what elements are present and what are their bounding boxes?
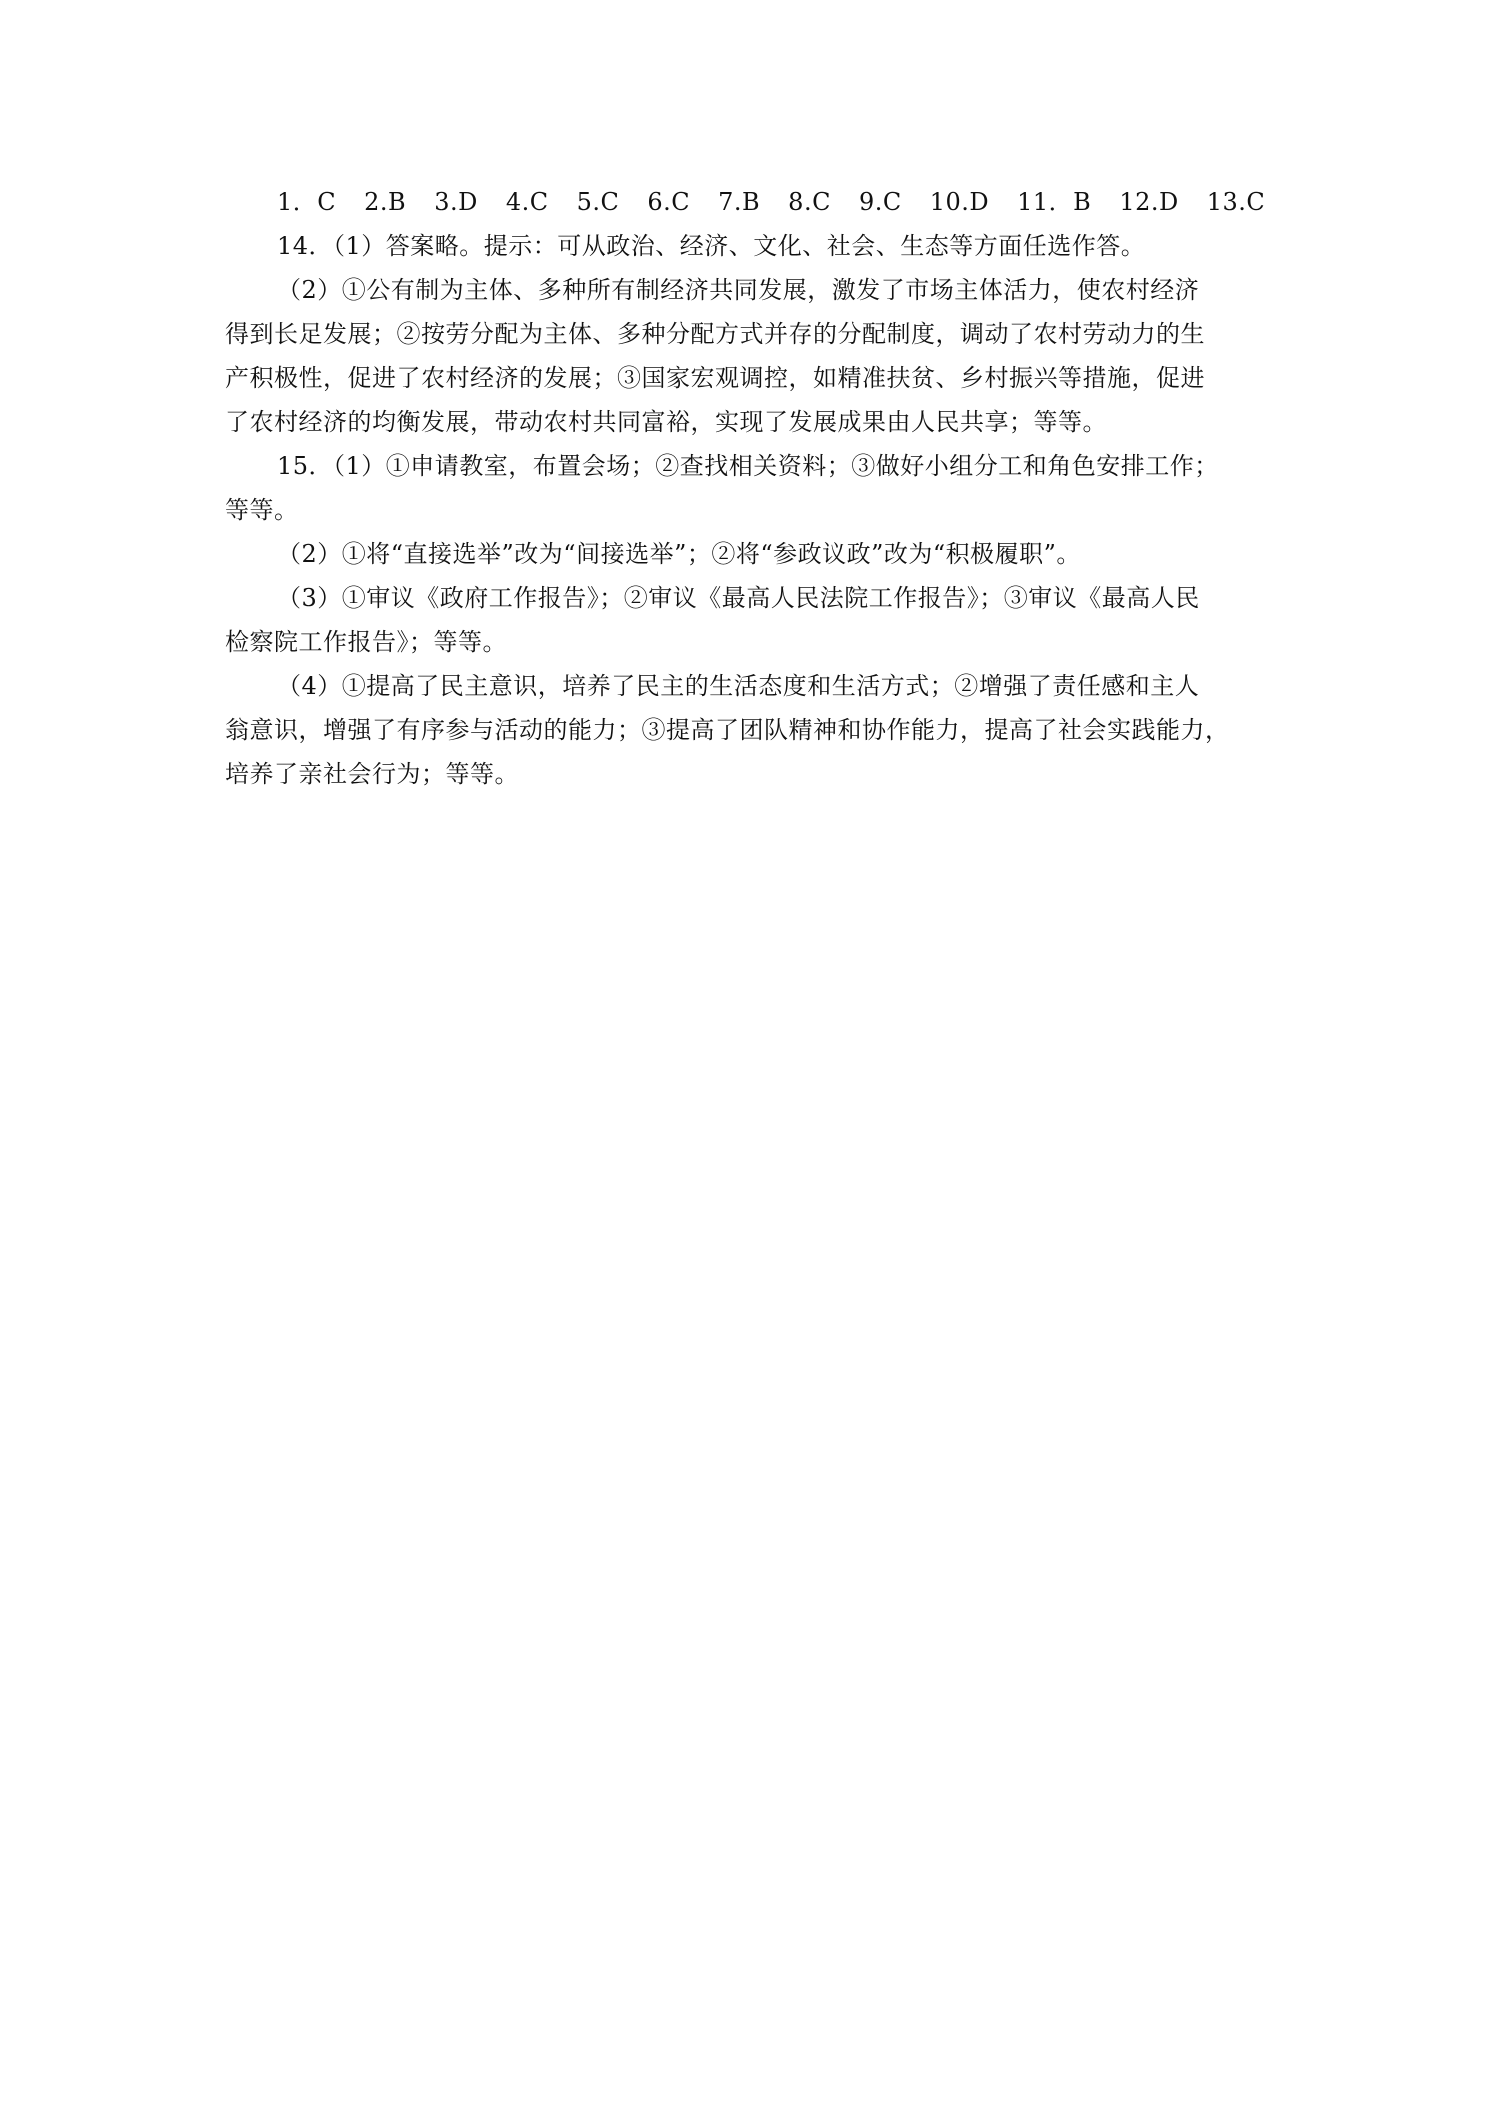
q15-part1 bbox=[225, 444, 1270, 532]
text-line: 得到长足发展；②按劳分配为主体、多种分配方式并存的分配制度，调动了农村劳动力的生 bbox=[225, 320, 1205, 348]
text-line: 培养了亲社会行为；等等。 bbox=[225, 760, 519, 788]
text-line: 检察院工作报告》；等等。 bbox=[225, 628, 507, 656]
q15-part2: （2）①将“直接选举”改为“间接选举”；②将“参政议政”改为“积极履职”。 bbox=[277, 540, 1081, 568]
answer-key bbox=[225, 180, 1270, 796]
text-line: 翁意识，增强了有序参与活动的能力；③提高了团队精神和协作能力，提高了社会实践能力， bbox=[225, 716, 1230, 744]
answer-item: 6.C bbox=[647, 188, 691, 216]
answer-item: 3.D bbox=[434, 188, 478, 216]
answer-item: 8.C bbox=[788, 188, 831, 216]
answer-item: 10.D bbox=[929, 188, 990, 216]
answer-item: 12.D bbox=[1119, 188, 1179, 216]
text-line: 产积极性，促进了农村经济的发展；③国家宏观调控，如精准扶贫、乡村振兴等措施，促进 bbox=[225, 364, 1205, 392]
answer-item: 5.C bbox=[576, 188, 620, 216]
text-line: 15．（1）①申请教室，布置会场；②查找相关资料；③做好小组分工和角色安排工作； bbox=[277, 452, 1219, 480]
answer-item: 13.C bbox=[1206, 188, 1266, 216]
multiple-choice-answers bbox=[225, 180, 1270, 224]
text-line: 了农村经济的均衡发展，带动农村共同富裕，实现了发展成果由人民共享；等等。 bbox=[225, 408, 1107, 436]
text-line: （4）①提高了民主意识，培养了民主的生活态度和生活方式；②增强了责任感和主人 bbox=[277, 672, 1200, 700]
answer-item: 2.B bbox=[364, 188, 407, 216]
text-line: （2）①公有制为主体、多种所有制经济共同发展，激发了市场主体活力，使农村经济 bbox=[277, 276, 1200, 304]
q15-part3 bbox=[225, 576, 1270, 664]
answer-item: 1．C bbox=[277, 188, 337, 216]
q14-part2 bbox=[225, 268, 1270, 444]
answer-item: 11．B bbox=[1017, 188, 1092, 216]
q14-part1: 14．（1）答案略。提示：可从政治、经济、文化、社会、生态等方面任选作答。 bbox=[277, 232, 1146, 260]
answer-item: 4.C bbox=[505, 188, 549, 216]
answer-item: 7.B bbox=[718, 188, 761, 216]
text-line: （3）①审议《政府工作报告》；②审议《最高人民法院工作报告》；③审议《最高人民 bbox=[277, 584, 1200, 612]
answer-item: 9.C bbox=[858, 188, 902, 216]
text-line: 等等。 bbox=[225, 496, 299, 524]
q15-part4 bbox=[225, 664, 1270, 796]
